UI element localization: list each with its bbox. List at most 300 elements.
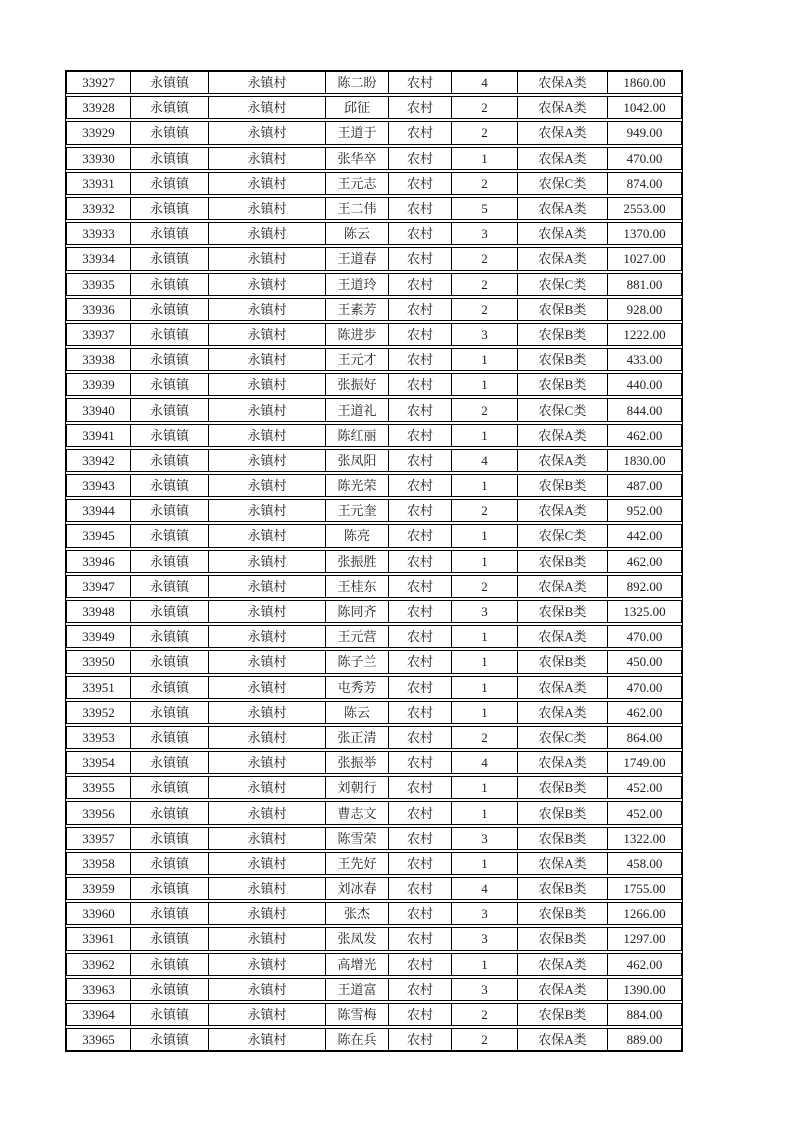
cell-person-count: 1 (451, 524, 518, 547)
cell-town: 永镇镇 (130, 625, 209, 648)
cell-household-type: 农村 (388, 625, 452, 648)
cell-amount: 470.00 (607, 676, 682, 699)
cell-village: 永镇村 (208, 852, 326, 875)
cell-household-type: 农村 (388, 550, 452, 573)
cell-household-type: 农村 (388, 978, 452, 1001)
table-row (66, 625, 682, 648)
cell-person-name: 邱征 (325, 96, 389, 119)
cell-insurance-category: 农保B类 (517, 600, 608, 623)
cell-village: 永镇村 (208, 499, 326, 522)
cell-town: 永镇镇 (130, 298, 209, 321)
cell-town: 永镇镇 (130, 172, 209, 195)
cell-person-name: 陈亮 (325, 524, 389, 547)
cell-person-name: 刘冰春 (325, 877, 389, 900)
cell-person-count: 4 (451, 877, 518, 900)
cell-amount: 452.00 (607, 776, 682, 799)
cell-household-type: 农村 (388, 902, 452, 925)
cell-town: 永镇镇 (130, 575, 209, 598)
cell-person-name: 陈红丽 (325, 424, 389, 447)
cell-record-id: 33930 (66, 147, 131, 170)
cell-amount: 462.00 (607, 424, 682, 447)
cell-insurance-category: 农保A类 (517, 424, 608, 447)
cell-person-name: 张华卒 (325, 147, 389, 170)
cell-town: 永镇镇 (130, 147, 209, 170)
table-row (66, 172, 682, 195)
cell-amount: 884.00 (607, 1003, 682, 1026)
cell-person-name: 张凤发 (325, 927, 389, 950)
cell-amount: 462.00 (607, 953, 682, 976)
cell-insurance-category: 农保B类 (517, 1003, 608, 1026)
cell-town: 永镇镇 (130, 247, 209, 270)
cell-insurance-category: 农保A类 (517, 751, 608, 774)
cell-town: 永镇镇 (130, 222, 209, 245)
cell-record-id: 33965 (66, 1028, 131, 1051)
table-row (66, 827, 682, 850)
cell-amount: 1222.00 (607, 323, 682, 346)
cell-household-type: 农村 (388, 600, 452, 623)
cell-record-id: 33932 (66, 197, 131, 220)
cell-village: 永镇村 (208, 600, 326, 623)
cell-person-name: 陈云 (325, 222, 389, 245)
cell-person-count: 2 (451, 247, 518, 270)
cell-household-type: 农村 (388, 1003, 452, 1026)
cell-insurance-category: 农保B类 (517, 877, 608, 900)
cell-household-type: 农村 (388, 323, 452, 346)
cell-amount: 440.00 (607, 373, 682, 396)
cell-person-count: 1 (451, 550, 518, 573)
cell-household-type: 农村 (388, 1028, 452, 1051)
cell-household-type: 农村 (388, 147, 452, 170)
cell-household-type: 农村 (388, 71, 452, 94)
cell-record-id: 33960 (66, 902, 131, 925)
cell-insurance-category: 农保A类 (517, 71, 608, 94)
cell-record-id: 33950 (66, 650, 131, 673)
cell-record-id: 33952 (66, 701, 131, 724)
cell-amount: 487.00 (607, 474, 682, 497)
table-row (66, 121, 682, 144)
cell-record-id: 33934 (66, 247, 131, 270)
cell-town: 永镇镇 (130, 348, 209, 371)
cell-record-id: 33961 (66, 927, 131, 950)
cell-person-name: 王道礼 (325, 398, 389, 421)
cell-record-id: 33946 (66, 550, 131, 573)
cell-person-name: 王素芳 (325, 298, 389, 321)
cell-person-count: 2 (451, 298, 518, 321)
cell-person-name: 王二伟 (325, 197, 389, 220)
cell-person-count: 1 (451, 147, 518, 170)
table-row (66, 902, 682, 925)
cell-village: 永镇村 (208, 575, 326, 598)
cell-village: 永镇村 (208, 222, 326, 245)
cell-village: 永镇村 (208, 247, 326, 270)
cell-village: 永镇村 (208, 650, 326, 673)
cell-household-type: 农村 (388, 827, 452, 850)
cell-town: 永镇镇 (130, 953, 209, 976)
cell-person-name: 王元奎 (325, 499, 389, 522)
cell-village: 永镇村 (208, 273, 326, 296)
cell-insurance-category: 农保B类 (517, 927, 608, 950)
cell-household-type: 农村 (388, 247, 452, 270)
cell-person-count: 1 (451, 348, 518, 371)
cell-amount: 952.00 (607, 499, 682, 522)
cell-household-type: 农村 (388, 121, 452, 144)
cell-household-type: 农村 (388, 449, 452, 472)
cell-person-count: 1 (451, 953, 518, 976)
cell-person-count: 3 (451, 978, 518, 1001)
table-row (66, 575, 682, 598)
cell-amount: 450.00 (607, 650, 682, 673)
cell-person-count: 2 (451, 726, 518, 749)
cell-record-id: 33958 (66, 852, 131, 875)
cell-insurance-category: 农保C类 (517, 398, 608, 421)
cell-household-type: 农村 (388, 373, 452, 396)
cell-insurance-category: 农保B类 (517, 298, 608, 321)
cell-record-id: 33935 (66, 273, 131, 296)
table-row (66, 953, 682, 976)
cell-person-name: 屯秀芳 (325, 676, 389, 699)
cell-insurance-category: 农保B类 (517, 550, 608, 573)
cell-household-type: 农村 (388, 877, 452, 900)
cell-village: 永镇村 (208, 801, 326, 824)
cell-household-type: 农村 (388, 575, 452, 598)
cell-village: 永镇村 (208, 550, 326, 573)
cell-village: 永镇村 (208, 424, 326, 447)
cell-town: 永镇镇 (130, 373, 209, 396)
cell-village: 永镇村 (208, 927, 326, 950)
cell-household-type: 农村 (388, 398, 452, 421)
cell-record-id: 33937 (66, 323, 131, 346)
cell-record-id: 33962 (66, 953, 131, 976)
cell-town: 永镇镇 (130, 474, 209, 497)
cell-household-type: 农村 (388, 801, 452, 824)
cell-person-name: 王元志 (325, 172, 389, 195)
cell-person-name: 王元才 (325, 348, 389, 371)
cell-person-name: 张振好 (325, 373, 389, 396)
cell-town: 永镇镇 (130, 776, 209, 799)
cell-insurance-category: 农保B类 (517, 776, 608, 799)
cell-person-name: 陈在兵 (325, 1028, 389, 1051)
cell-amount: 442.00 (607, 524, 682, 547)
cell-person-count: 3 (451, 902, 518, 925)
cell-insurance-category: 农保A类 (517, 147, 608, 170)
cell-record-id: 33947 (66, 575, 131, 598)
cell-person-name: 陈进步 (325, 323, 389, 346)
table-row (66, 751, 682, 774)
cell-town: 永镇镇 (130, 927, 209, 950)
cell-amount: 1322.00 (607, 827, 682, 850)
cell-amount: 462.00 (607, 550, 682, 573)
cell-record-id: 33940 (66, 398, 131, 421)
cell-person-count: 1 (451, 373, 518, 396)
cell-insurance-category: 农保B类 (517, 827, 608, 850)
cell-person-name: 王元营 (325, 625, 389, 648)
cell-town: 永镇镇 (130, 273, 209, 296)
cell-household-type: 农村 (388, 852, 452, 875)
cell-person-count: 1 (451, 676, 518, 699)
cell-amount: 470.00 (607, 147, 682, 170)
cell-insurance-category: 农保A类 (517, 222, 608, 245)
table-row (66, 424, 682, 447)
cell-amount: 1830.00 (607, 449, 682, 472)
cell-insurance-category: 农保C类 (517, 524, 608, 547)
cell-person-count: 3 (451, 323, 518, 346)
cell-town: 永镇镇 (130, 676, 209, 699)
table-row (66, 600, 682, 623)
cell-town: 永镇镇 (130, 902, 209, 925)
cell-record-id: 33948 (66, 600, 131, 623)
cell-village: 永镇村 (208, 348, 326, 371)
cell-town: 永镇镇 (130, 852, 209, 875)
cell-person-count: 3 (451, 827, 518, 850)
cell-village: 永镇村 (208, 172, 326, 195)
cell-village: 永镇村 (208, 1028, 326, 1051)
cell-person-count: 1 (451, 852, 518, 875)
cell-person-name: 张杰 (325, 902, 389, 925)
table-row (66, 726, 682, 749)
cell-village: 永镇村 (208, 1003, 326, 1026)
cell-village: 永镇村 (208, 827, 326, 850)
table-row (66, 1003, 682, 1026)
cell-person-name: 王道富 (325, 978, 389, 1001)
cell-record-id: 33964 (66, 1003, 131, 1026)
table-row (66, 96, 682, 119)
cell-record-id: 33945 (66, 524, 131, 547)
table-row (66, 978, 682, 1001)
cell-town: 永镇镇 (130, 524, 209, 547)
cell-amount: 458.00 (607, 852, 682, 875)
cell-town: 永镇镇 (130, 398, 209, 421)
table-row (66, 877, 682, 900)
cell-village: 永镇村 (208, 676, 326, 699)
cell-record-id: 33953 (66, 726, 131, 749)
cell-town: 永镇镇 (130, 499, 209, 522)
cell-person-name: 张正清 (325, 726, 389, 749)
cell-amount: 844.00 (607, 398, 682, 421)
cell-household-type: 农村 (388, 524, 452, 547)
cell-insurance-category: 农保A类 (517, 701, 608, 724)
cell-person-name: 曹志文 (325, 801, 389, 824)
cell-insurance-category: 农保B类 (517, 373, 608, 396)
cell-person-name: 陈同齐 (325, 600, 389, 623)
cell-amount: 462.00 (607, 701, 682, 724)
cell-person-name: 陈雪荣 (325, 827, 389, 850)
table-row (66, 449, 682, 472)
cell-village: 永镇村 (208, 398, 326, 421)
cell-household-type: 农村 (388, 222, 452, 245)
cell-record-id: 33931 (66, 172, 131, 195)
cell-person-count: 2 (451, 172, 518, 195)
table-row (66, 474, 682, 497)
cell-record-id: 33944 (66, 499, 131, 522)
cell-village: 永镇村 (208, 373, 326, 396)
cell-village: 永镇村 (208, 978, 326, 1001)
table-row (66, 222, 682, 245)
cell-amount: 1755.00 (607, 877, 682, 900)
cell-amount: 1042.00 (607, 96, 682, 119)
cell-insurance-category: 农保B类 (517, 348, 608, 371)
table-row (66, 197, 682, 220)
cell-insurance-category: 农保A类 (517, 676, 608, 699)
cell-insurance-category: 农保B类 (517, 474, 608, 497)
cell-household-type: 农村 (388, 172, 452, 195)
cell-person-count: 3 (451, 222, 518, 245)
cell-person-name: 陈光荣 (325, 474, 389, 497)
cell-person-count: 2 (451, 1028, 518, 1051)
cell-person-name: 刘朝行 (325, 776, 389, 799)
cell-amount: 892.00 (607, 575, 682, 598)
cell-person-name: 陈二盼 (325, 71, 389, 94)
cell-amount: 470.00 (607, 625, 682, 648)
cell-person-name: 高增光 (325, 953, 389, 976)
cell-record-id: 33933 (66, 222, 131, 245)
cell-amount: 1370.00 (607, 222, 682, 245)
cell-record-id: 33938 (66, 348, 131, 371)
cell-town: 永镇镇 (130, 323, 209, 346)
cell-household-type: 农村 (388, 776, 452, 799)
cell-person-count: 1 (451, 625, 518, 648)
cell-record-id: 33949 (66, 625, 131, 648)
cell-person-count: 3 (451, 600, 518, 623)
cell-insurance-category: 农保C类 (517, 172, 608, 195)
cell-village: 永镇村 (208, 701, 326, 724)
cell-record-id: 33956 (66, 801, 131, 824)
cell-record-id: 33929 (66, 121, 131, 144)
cell-person-count: 1 (451, 701, 518, 724)
cell-town: 永镇镇 (130, 726, 209, 749)
cell-insurance-category: 农保C类 (517, 273, 608, 296)
table-row (66, 71, 682, 94)
cell-record-id: 33955 (66, 776, 131, 799)
cell-town: 永镇镇 (130, 751, 209, 774)
cell-household-type: 农村 (388, 726, 452, 749)
table-row (66, 499, 682, 522)
cell-household-type: 农村 (388, 348, 452, 371)
cell-amount: 452.00 (607, 801, 682, 824)
cell-insurance-category: 农保A类 (517, 449, 608, 472)
cell-insurance-category: 农保B类 (517, 650, 608, 673)
cell-village: 永镇村 (208, 524, 326, 547)
cell-person-name: 王道春 (325, 247, 389, 270)
cell-town: 永镇镇 (130, 96, 209, 119)
cell-village: 永镇村 (208, 474, 326, 497)
cell-insurance-category: 农保A类 (517, 953, 608, 976)
cell-person-count: 4 (451, 751, 518, 774)
cell-town: 永镇镇 (130, 801, 209, 824)
cell-person-name: 陈子兰 (325, 650, 389, 673)
cell-amount: 928.00 (607, 298, 682, 321)
cell-village: 永镇村 (208, 147, 326, 170)
cell-record-id: 33951 (66, 676, 131, 699)
cell-town: 永镇镇 (130, 197, 209, 220)
cell-person-count: 1 (451, 650, 518, 673)
cell-person-count: 1 (451, 801, 518, 824)
cell-insurance-category: 农保A类 (517, 197, 608, 220)
table-row (66, 776, 682, 799)
table-row (66, 650, 682, 673)
cell-village: 永镇村 (208, 449, 326, 472)
cell-record-id: 33942 (66, 449, 131, 472)
cell-village: 永镇村 (208, 776, 326, 799)
cell-village: 永镇村 (208, 96, 326, 119)
cell-person-count: 2 (451, 575, 518, 598)
table-row (66, 373, 682, 396)
cell-village: 永镇村 (208, 121, 326, 144)
cell-person-count: 1 (451, 776, 518, 799)
cell-insurance-category: 农保A类 (517, 499, 608, 522)
table-row (66, 298, 682, 321)
table-row (66, 550, 682, 573)
cell-amount: 881.00 (607, 273, 682, 296)
table-row (66, 676, 682, 699)
cell-town: 永镇镇 (130, 978, 209, 1001)
cell-amount: 2553.00 (607, 197, 682, 220)
cell-amount: 1749.00 (607, 751, 682, 774)
cell-insurance-category: 农保B类 (517, 801, 608, 824)
cell-town: 永镇镇 (130, 449, 209, 472)
cell-insurance-category: 农保A类 (517, 978, 608, 1001)
cell-town: 永镇镇 (130, 71, 209, 94)
cell-village: 永镇村 (208, 877, 326, 900)
cell-person-name: 王道玲 (325, 273, 389, 296)
table-row (66, 1028, 682, 1051)
cell-record-id: 33927 (66, 71, 131, 94)
cell-household-type: 农村 (388, 96, 452, 119)
cell-record-id: 33957 (66, 827, 131, 850)
table-row (66, 398, 682, 421)
cell-town: 永镇镇 (130, 827, 209, 850)
cell-person-name: 张振举 (325, 751, 389, 774)
cell-person-name: 陈雪梅 (325, 1003, 389, 1026)
cell-record-id: 33936 (66, 298, 131, 321)
cell-town: 永镇镇 (130, 121, 209, 144)
cell-household-type: 农村 (388, 650, 452, 673)
cell-household-type: 农村 (388, 701, 452, 724)
cell-insurance-category: 农保A类 (517, 247, 608, 270)
cell-insurance-category: 农保A类 (517, 625, 608, 648)
cell-person-count: 4 (451, 71, 518, 94)
cell-town: 永镇镇 (130, 600, 209, 623)
cell-household-type: 农村 (388, 751, 452, 774)
cell-insurance-category: 农保A类 (517, 1028, 608, 1051)
cell-household-type: 农村 (388, 953, 452, 976)
cell-household-type: 农村 (388, 298, 452, 321)
cell-village: 永镇村 (208, 323, 326, 346)
cell-town: 永镇镇 (130, 1003, 209, 1026)
table-row (66, 801, 682, 824)
cell-town: 永镇镇 (130, 701, 209, 724)
cell-amount: 864.00 (607, 726, 682, 749)
cell-amount: 1860.00 (607, 71, 682, 94)
cell-household-type: 农村 (388, 197, 452, 220)
cell-person-name: 张振胜 (325, 550, 389, 573)
cell-town: 永镇镇 (130, 1028, 209, 1051)
cell-village: 永镇村 (208, 298, 326, 321)
table-row (66, 348, 682, 371)
cell-village: 永镇村 (208, 726, 326, 749)
cell-amount: 1325.00 (607, 600, 682, 623)
cell-amount: 874.00 (607, 172, 682, 195)
cell-record-id: 33954 (66, 751, 131, 774)
cell-insurance-category: 农保A类 (517, 575, 608, 598)
cell-person-name: 王道于 (325, 121, 389, 144)
cell-village: 永镇村 (208, 751, 326, 774)
table-row (66, 323, 682, 346)
cell-insurance-category: 农保B类 (517, 902, 608, 925)
cell-person-count: 4 (451, 449, 518, 472)
cell-person-name: 王先好 (325, 852, 389, 875)
cell-amount: 1027.00 (607, 247, 682, 270)
cell-record-id: 33941 (66, 424, 131, 447)
